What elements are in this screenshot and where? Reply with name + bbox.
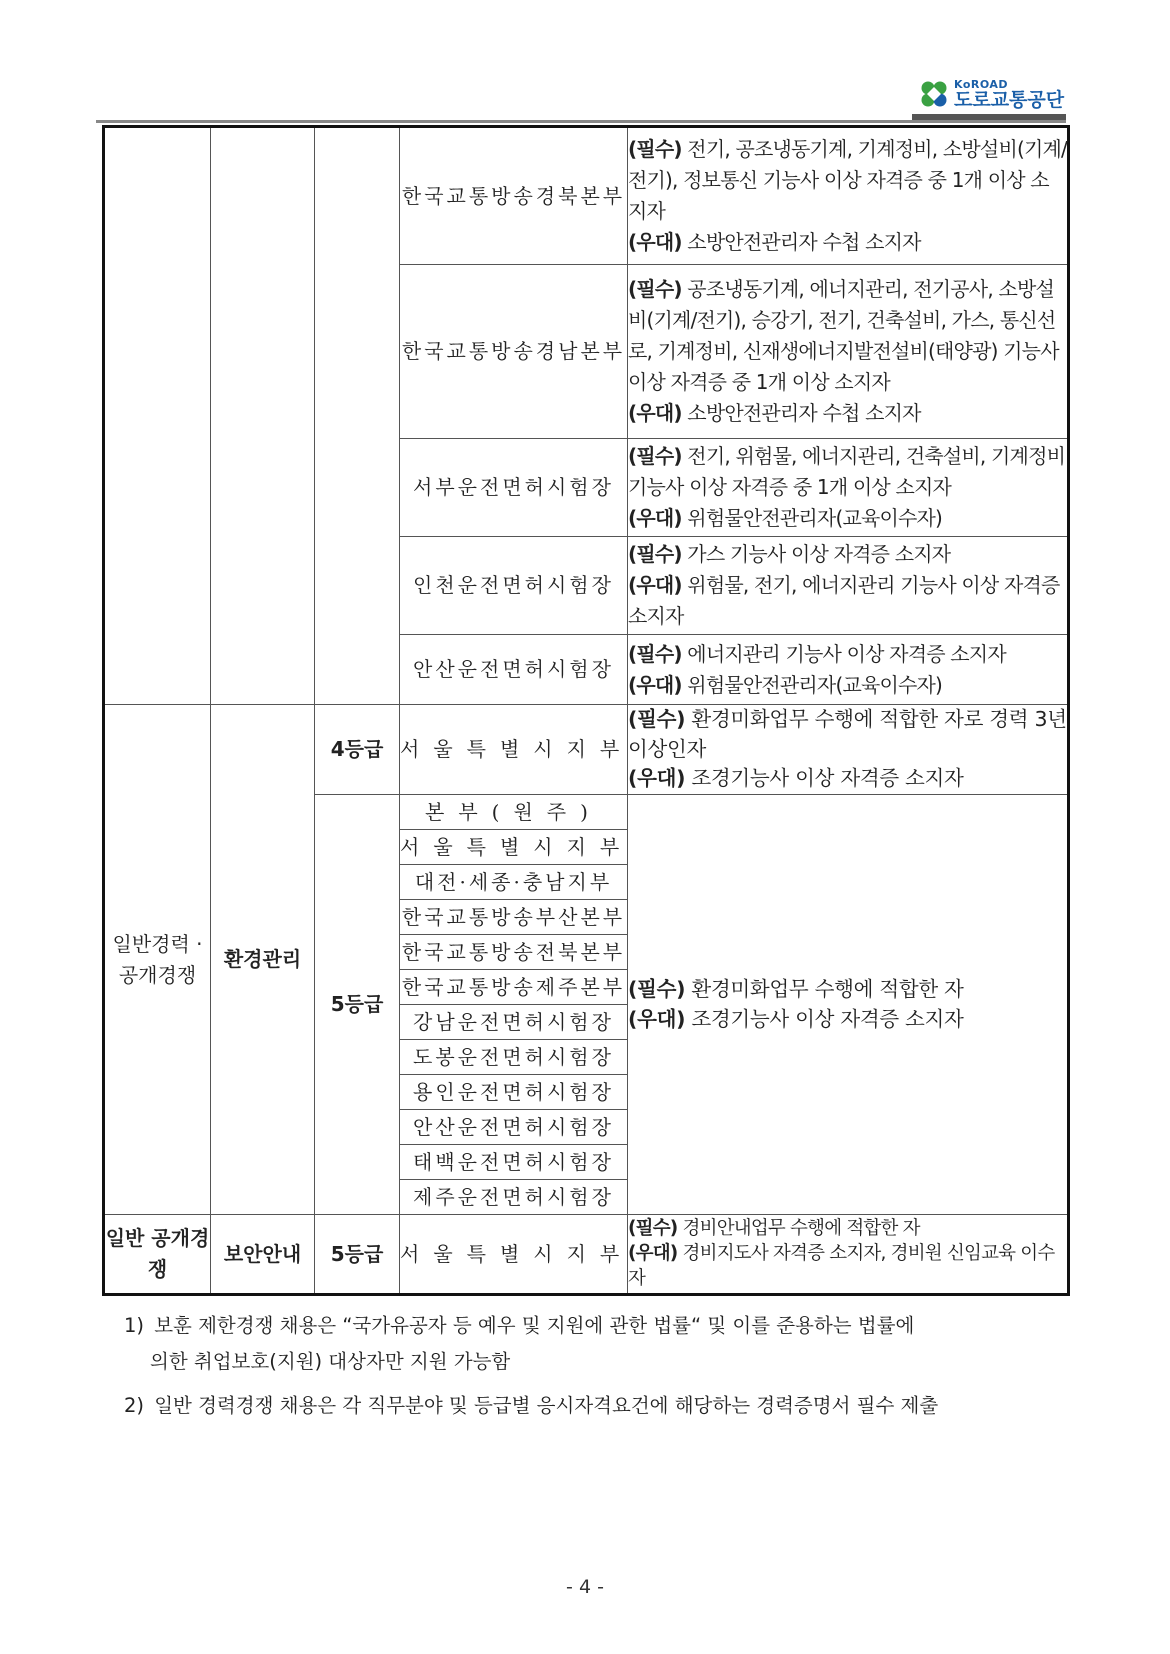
required-label: (필수) [628,641,682,666]
office-cell: 용인운전면허시험장 [400,1075,628,1110]
footnote-text: 보훈 제한경쟁 채용은 “국가유공자 등 예우 및 지원에 관한 법률“ 및 이를 준용하는 법률에 [154,1314,915,1337]
office-cell: 서울특별시지부 [400,1215,628,1295]
footnote-text: 일반 경력경쟁 채용은 각 직무분야 및 등급별 응시자격요건에 해당하는 경력증명서 필수 제출 [154,1394,939,1417]
grade-cell: 4등급 [315,705,400,795]
preferred-text: 위험물안전관리자(교육이수자) [687,506,943,530]
office-cell: 태백운전면허시험장 [400,1145,628,1180]
logo-english-text: KoROAD [954,77,1009,91]
office-cell: 인천운전면허시험장 [400,537,628,635]
requirement-cell [628,705,1069,795]
office-cell: 한국교통방송부산본부 [400,900,628,935]
office-cell: 한국교통방송경북본부 [400,127,628,265]
required-text: 전기, 위험물, 에너지관리, 건축설비, 기계정비 기능사 이상 자격증 중 1개 이상 소지자 [628,444,1066,499]
office-cell: 안산운전면허시험장 [400,1110,628,1145]
preferred-text: 조경기능사 이상 자격증 소지자 [691,1006,964,1031]
required-text: 공조냉동기계, 에너지관리, 전기공사, 소방설비(기계/전기), 승강기, 전기, 건축설비, 가스, 통신선로, 기계정비, 신재생에너지발전설비(태양광) 기능사 이상 자격증 중 1개 이상 소지자 [628,277,1059,394]
required-label: (필수) [628,542,682,566]
required-label: (필수) [628,277,682,301]
preferred-label: (우대) [628,230,682,254]
koroad-logo [918,76,1064,112]
required-text: 가스 기능사 이상 자격증 소지자 [687,542,951,566]
footnote-2 [124,1388,1024,1424]
header-divider [96,120,1066,123]
office-cell: 본부(원주) [400,795,628,830]
field-cell: 보안안내 [211,1215,315,1295]
preferred-text: 소방안전관리자 수첩 소지자 [687,230,921,254]
preferred-text: 소방안전관리자 수첩 소지자 [687,401,921,425]
table-row [104,705,1069,795]
preferred-text: 위험물안전관리자(교육이수자) [687,672,943,697]
office-cell: 한국교통방송전북본부 [400,935,628,970]
preferred-label: (우대) [628,573,682,597]
office-cell: 한국교통방송제주본부 [400,970,628,1005]
office-cell: 대전·세종·충남지부 [400,865,628,900]
grade-cell: 5등급 [315,1215,400,1295]
office-cell: 서울특별시지부 [400,705,628,795]
clover-icon [918,78,950,110]
office-cell: 제주운전면허시험장 [400,1180,628,1215]
required-text: 경비안내업무 수행에 적합한 자 [682,1217,920,1239]
grade-cell: 5등급 [315,795,400,1215]
required-text: 환경미화업무 수행에 적합한 자로 경력 3년 이상인자 [628,707,1067,761]
preferred-text: 조경기능사 이상 자격증 소지자 [691,766,964,791]
preferred-label: (우대) [628,506,682,530]
grade-cell-continued [315,127,400,705]
footnote-1 [124,1308,1024,1380]
preferred-label: (우대) [628,766,686,791]
required-text: 전기, 공조냉동기계, 기계정비, 소방설비(기계/전기), 정보통신 기능사 이상 자격증 중 1개 이상 소지자 [628,137,1067,223]
field-cell-continued [211,127,315,705]
office-cell: 안산운전면허시험장 [400,635,628,705]
office-cell: 한국교통방송경남본부 [400,265,628,439]
preferred-label: (우대) [628,672,682,697]
requirement-cell [628,635,1069,705]
office-cell: 서부운전면허시험장 [400,439,628,537]
category-cell: 일반경력 · 공개경쟁 [104,705,211,1215]
qualification-table [102,125,1070,1296]
footnotes [124,1308,1024,1432]
category-cell-continued [104,127,211,705]
preferred-label: (우대) [628,401,682,425]
footnote-text-continued: 의한 취업보호(지원) 대상자만 지원 가능함 [150,1350,511,1373]
field-cell: 환경관리 [211,705,315,1215]
table-row [104,127,1069,265]
office-cell: 강남운전면허시험장 [400,1005,628,1040]
required-label: (필수) [628,137,682,161]
office-cell: 서울특별시지부 [400,830,628,865]
preferred-text: 위험물, 전기, 에너지관리 기능사 이상 자격증 소지자 [628,573,1060,628]
table-row [104,1215,1069,1295]
required-label: (필수) [628,707,686,731]
requirement-cell [628,439,1069,537]
footnote-number: 2) [124,1394,145,1417]
required-text: 에너지관리 기능사 이상 자격증 소지자 [687,641,1006,666]
required-label: (필수) [628,1217,678,1239]
required-label: (필수) [628,444,682,468]
page-number: - 4 - [566,1576,604,1598]
preferred-text: 경비지도사 자격증 소지자, 경비원 신임교육 이수자 [628,1242,1055,1289]
required-text: 환경미화업무 수행에 적합한 자 [691,976,964,1001]
requirement-cell [628,127,1069,265]
requirement-cell [628,265,1069,439]
category-cell: 일반 공개경쟁 [104,1215,211,1295]
requirement-cell [628,537,1069,635]
required-label: (필수) [628,976,686,1001]
preferred-label: (우대) [628,1006,686,1031]
office-cell: 도봉운전면허시험장 [400,1040,628,1075]
preferred-label: (우대) [628,1242,678,1264]
requirement-cell [628,795,1069,1215]
logo-korean-text: 도로교통공단 [954,88,1065,111]
requirement-cell [628,1215,1069,1295]
footnote-number: 1) [124,1314,145,1337]
